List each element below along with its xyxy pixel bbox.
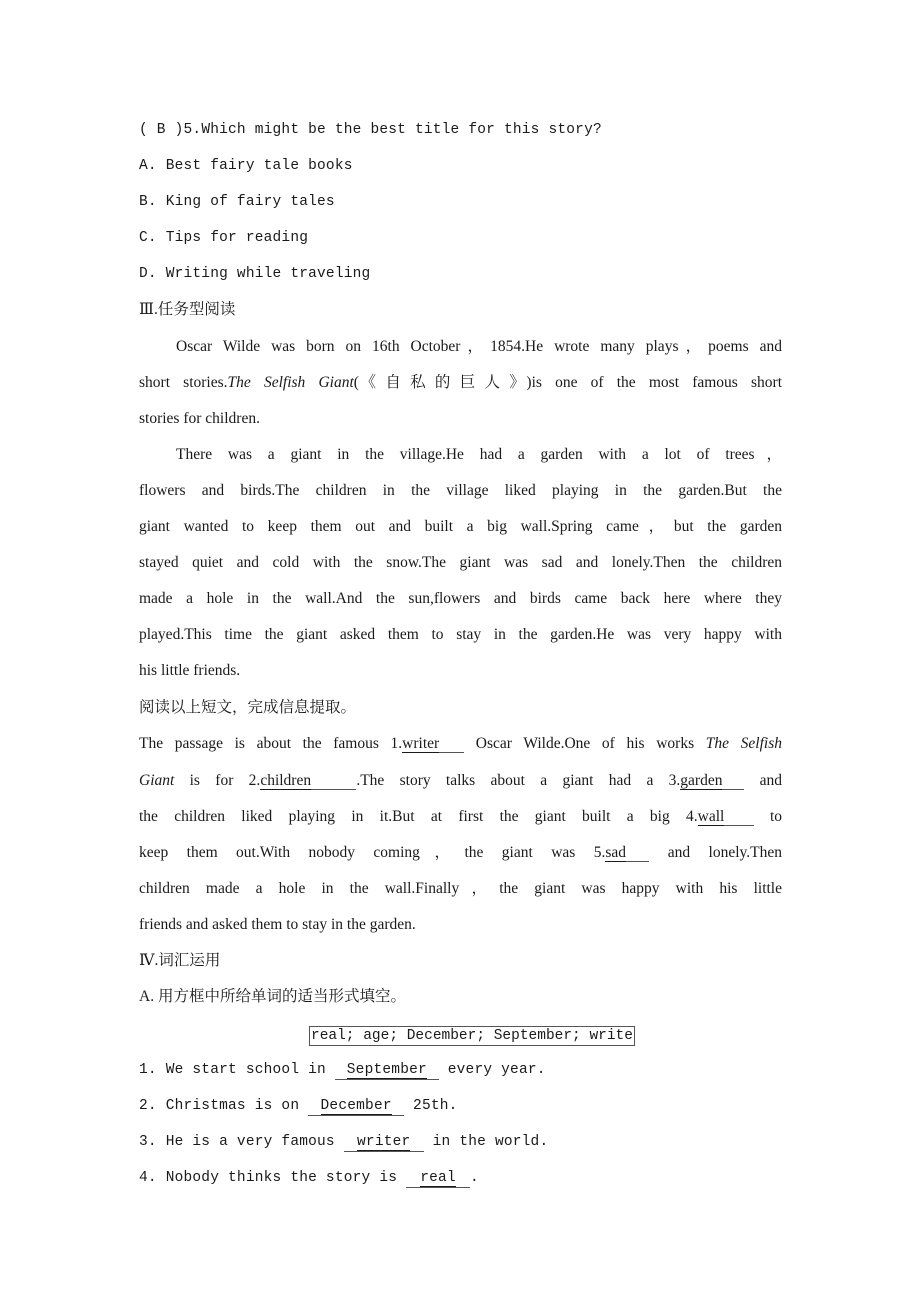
vocab-blank-3[interactable]: writer: [344, 1134, 424, 1152]
blank-3[interactable]: garden: [680, 772, 744, 790]
blank-1[interactable]: writer: [402, 735, 464, 753]
section-3-heading: Ⅲ.任务型阅读: [139, 301, 236, 318]
part-a-instruction: A. 用方框中所给单词的适当形式填空。: [139, 988, 406, 1005]
blank-4[interactable]: wall: [698, 808, 754, 826]
vocab-item-3: 3. He is a very famous writer in the world.: [139, 1134, 549, 1150]
passage-p2-line4: stayed quiet and cold with the snow.The giant was sad and lonely.Then the children: [139, 554, 782, 571]
summary-line5: children made a hole in the wall.Finally，the giant was happy with his little: [139, 880, 782, 897]
passage-p2-line7: his little friends.: [139, 662, 241, 679]
vocab-blank-4[interactable]: real: [406, 1170, 470, 1188]
question-stem: 5.Which might be the best title for this story?: [183, 122, 602, 138]
summary-line6: friends and asked them to stay in the garden.: [139, 916, 416, 933]
summary-line4: keep them out.With nobody coming，the giant was 5.sad and lonely.Then: [139, 844, 782, 861]
instruction: 阅读以上短文，完成信息提取。: [139, 699, 357, 716]
passage-p2-line6: played.This time the giant asked them to stay in the garden.He was very happy with: [139, 626, 782, 643]
passage-p1-line2: short stories.The Selfish Giant(《自私的巨人》)is one of the most famous short: [139, 374, 783, 391]
option-d: D. Writing while traveling: [139, 266, 371, 282]
vocab-item-2: 2. Christmas is on December 25th.: [139, 1098, 458, 1114]
vocab-item-4: 4. Nobody thinks the story is real .: [139, 1170, 479, 1186]
blank-2[interactable]: children: [260, 772, 356, 790]
question-5: [139, 120, 602, 140]
section-4-heading: Ⅳ.词汇运用: [139, 952, 221, 969]
passage-p2-line1: There was a giant in the village.He had a garden with a lot of trees，: [176, 446, 782, 463]
passage-p2-line5: made a hole in the wall.And the sun,flowers and birds came back here where they: [139, 590, 782, 607]
word-box: real; age; December; September; write: [311, 1028, 633, 1044]
book-title: The Selfish Giant: [227, 374, 354, 391]
answer-bracket: ( B ): [139, 122, 184, 138]
passage-p1-line1: Oscar Wilde was born on 16th October，1854.He wrote many plays，poems and: [176, 338, 782, 355]
passage-p2-line2: flowers and birds.The children in the village liked playing in the garden.But the: [139, 482, 782, 499]
option-c: C. Tips for reading: [139, 230, 309, 246]
passage-p1-line3: stories for children.: [139, 410, 260, 427]
summary-line2: Giant is for 2.children .The story talks about a giant had a 3.garden and: [139, 772, 782, 789]
passage-p2-line3: giant wanted to keep them out and built a big wall.Spring came，but the garden: [139, 518, 782, 535]
option-a: A. Best fairy tale books: [139, 158, 353, 174]
vocab-blank-2[interactable]: December: [308, 1098, 404, 1116]
vocab-item-1: 1. We start school in September every year.: [139, 1062, 546, 1078]
summary-line3: the children liked playing in it.But at first the giant built a big 4.wall to: [139, 808, 782, 825]
option-b: B. King of fairy tales: [139, 194, 335, 210]
vocab-blank-1[interactable]: September: [335, 1062, 439, 1080]
blank-5[interactable]: sad: [605, 844, 649, 862]
summary-line1: The passage is about the famous 1.writer Oscar Wilde.One of his works The Selfish: [139, 735, 782, 752]
